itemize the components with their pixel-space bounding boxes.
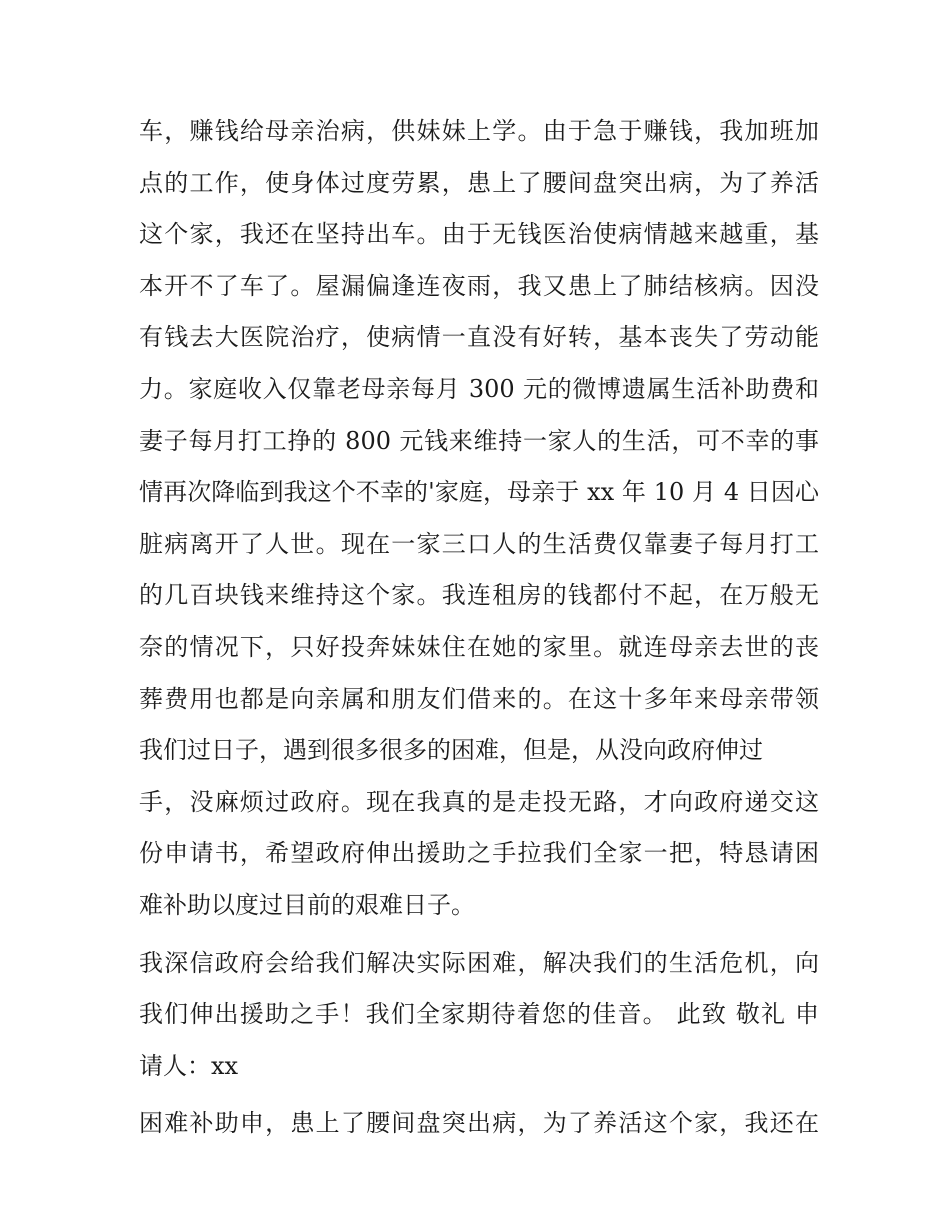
text-line: 情再次降临到我这个不幸的'家庭，母亲于 xx 年 10 月 4 日因心: [139, 478, 819, 507]
text-line: 奈的情况下，只好投奔妹妹住在她的家里。就连母亲去世的丧: [139, 632, 819, 661]
text-line: 我们伸出援助之手！我们全家期待着您的佳音。 此致 敬礼 申: [139, 1000, 819, 1029]
text-line: 困难补助申，患上了腰间盘突出病，为了养活这个家，我还在: [139, 1109, 819, 1138]
paragraph-hardship-story: [139, 106, 819, 932]
text-line: 我深信政府会给我们解决实际困难，解决我们的生活危机，向: [139, 948, 819, 977]
text-line: 脏病离开了人世。现在一家三口人的生活费仅靠妻子每月打工: [139, 529, 819, 558]
text-line: 这个家，我还在坚持出车。由于无钱医治使病情越来越重，基: [139, 220, 819, 249]
signature-line: 请人：xx: [139, 1051, 239, 1080]
text-line: 我们过日子，遇到很多很多的困难，但是，从没向政府伸过: [139, 736, 763, 765]
text-line: 有钱去大医院治疗，使病情一直没有好转，基本丧失了劳动能: [139, 323, 819, 352]
document-body: [139, 106, 819, 1150]
text-line: 力。家庭收入仅靠老母亲每月 300 元的微博遗属生活补助费和: [139, 374, 819, 403]
text-line: 葬费用也都是向亲属和朋友们借来的。在这十多年来母亲带领: [139, 684, 819, 713]
text-line: 点的工作，使身体过度劳累，患上了腰间盘突出病，为了养活: [139, 168, 819, 197]
paragraph-fragment: [139, 1098, 819, 1150]
text-line: 的几百块钱来维持这个家。我连租房的钱都付不起，在万般无: [139, 581, 819, 610]
text-line: 手，没麻烦过政府。现在我真的是走投无路，才向政府递交这: [139, 787, 819, 816]
text-line: 难补助以度过目前的艰难日子。: [139, 890, 475, 919]
text-line: 份申请书，希望政府伸出援助之手拉我们全家一把，特恳请困: [139, 839, 819, 868]
paragraph-closing: [139, 938, 819, 1093]
text-line: 本开不了车了。屋漏偏逢连夜雨，我又患上了肺结核病。因没: [139, 271, 819, 300]
text-line: 车，赚钱给母亲治病，供妹妹上学。由于急于赚钱，我加班加: [139, 117, 819, 145]
text-line: 妻子每月打工挣的 800 元钱来维持一家人的生活，可不幸的事: [139, 426, 819, 455]
